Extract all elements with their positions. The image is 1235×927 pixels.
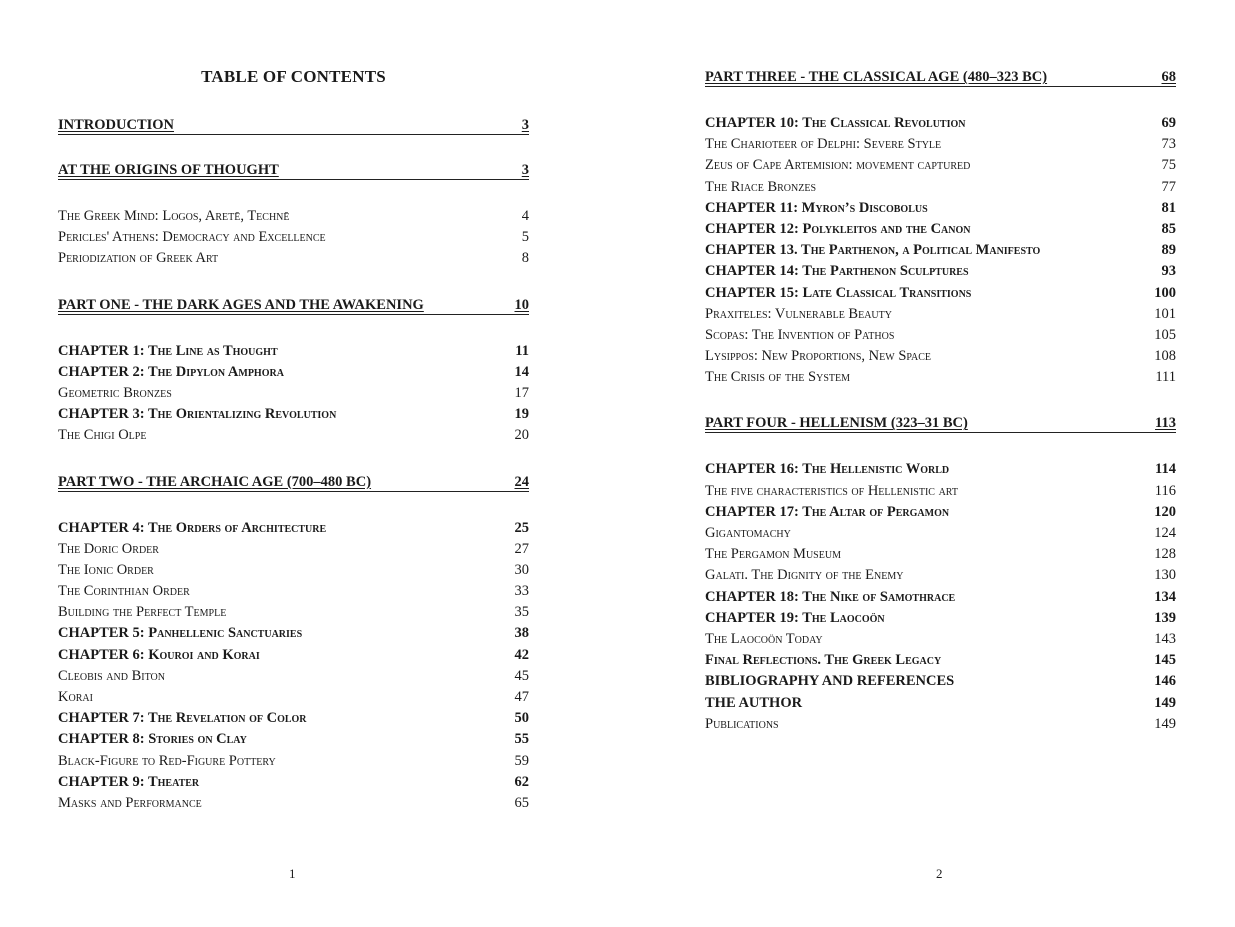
entry-title: Praxiteles: Vulnerable Beauty [705, 305, 892, 322]
entry-title: The Laocoön Today [705, 630, 823, 647]
toc-entry-label [705, 544, 841, 565]
toc-page-ref: 116 [1154, 482, 1176, 499]
toc-chapter-entry[interactable] [705, 587, 1176, 608]
chapter-number: CHAPTER 2: [58, 363, 145, 380]
entry-title: Myron’s Discobolus [801, 199, 928, 216]
entry-title: Stories on Clay [148, 731, 247, 748]
toc-chapter-entry[interactable] [705, 198, 1176, 219]
toc-section-entry[interactable] [705, 523, 1176, 544]
toc-page-ref: 25 [514, 519, 529, 536]
entry-title: The Nike of Samothrace [802, 588, 956, 605]
toc-chapter-entry[interactable] [705, 650, 1176, 671]
entry-title: The Orders of Architecture [147, 519, 327, 536]
toc-entry-label [705, 629, 823, 650]
toc-entry-label [58, 687, 93, 708]
toc-page-ref: 128 [1154, 546, 1176, 563]
entry-title: Polykleitos and the Canon [802, 220, 971, 237]
toc-chapter-entry[interactable] [58, 518, 529, 539]
toc-page-ref: 35 [514, 604, 529, 621]
entry-title: Periodization of Greek Art [58, 250, 219, 267]
toc-page-ref: 93 [1161, 263, 1176, 280]
toc-page-ref: 69 [1161, 115, 1176, 131]
toc-entry-label [58, 581, 190, 602]
entry-title: AT THE ORIGINS OF THOUGHT [58, 162, 279, 178]
toc-entry-label [58, 116, 174, 134]
toc-entry-label [705, 346, 931, 367]
toc-page-ref: 33 [514, 583, 529, 600]
toc-page-ref: 47 [514, 689, 529, 705]
toc-entry-label [58, 518, 326, 539]
chapter-number: CHAPTER 13. [705, 242, 798, 259]
entry-title: Black-Figure to Red-Figure Pottery [58, 752, 276, 769]
toc-chapter-entry[interactable] [58, 362, 529, 383]
toc-entry-label [705, 134, 941, 155]
toc-part-heading[interactable] [58, 161, 529, 180]
entry-title: Pericles' Athens: Democracy and Excellence [58, 229, 326, 246]
entry-title: Gigantomachy [705, 525, 791, 541]
toc-entry-label [705, 481, 958, 502]
toc-entry-label [705, 459, 949, 480]
toc-page-ref: 113 [1155, 415, 1176, 432]
toc-page-ref: 38 [514, 625, 529, 642]
entry-title: The Altar of Pergamon [802, 503, 950, 520]
toc-page-ref: 139 [1154, 609, 1176, 626]
toc-section-entry[interactable] [58, 425, 529, 446]
entry-title: The Laocoön [802, 609, 885, 626]
toc-entry-label [58, 708, 307, 729]
entry-title: Scopas: The Invention of Pathos [705, 326, 895, 343]
toc-entry-label [58, 383, 172, 404]
toc-page-ref: 114 [1155, 461, 1176, 478]
toc-entry-label [58, 161, 279, 179]
chapter-number: CHAPTER 9: [58, 773, 145, 790]
toc-page-ref: 149 [1154, 715, 1176, 732]
toc-entry-label [705, 502, 949, 523]
entry-title: The Ionic Order [58, 561, 154, 578]
toc-entry-label [58, 425, 146, 446]
entry-title: Building the Perfect Temple [58, 604, 227, 621]
page-number: 1 [289, 866, 296, 881]
toc-page-right [705, 0, 1176, 927]
toc-section-entry[interactable] [705, 544, 1176, 565]
chapter-number: CHAPTER 10: [705, 115, 799, 131]
toc-chapter-entry[interactable] [58, 729, 529, 750]
toc-entry-label [58, 248, 218, 269]
toc-entry-label [58, 404, 336, 425]
entry-title: PART THREE - THE CLASSICAL AGE (480–323 BC) [705, 69, 1048, 85]
toc-page-ref: 4 [521, 208, 529, 224]
toc-chapter-entry[interactable] [58, 341, 529, 362]
toc-entry-label [58, 539, 159, 560]
toc-entry-label [58, 602, 226, 623]
toc-page-ref: 3 [521, 162, 529, 178]
toc-page-ref: 3 [521, 117, 529, 133]
toc-page-ref: 130 [1154, 567, 1176, 584]
toc-page-ref: 89 [1161, 242, 1176, 259]
toc-page-ref: 120 [1154, 503, 1176, 520]
entry-title: Late Classical Transitions [802, 284, 972, 301]
toc-part-heading[interactable] [705, 414, 1176, 433]
entry-title: Masks and Performance [58, 794, 202, 811]
toc-chapter-entry[interactable] [58, 708, 529, 729]
toc-chapter-entry[interactable] [705, 608, 1176, 629]
entry-title: Zeus of Cape Artemision: movement captured [705, 157, 971, 174]
entry-title: The Line as Thought [147, 342, 278, 359]
toc-section-entry[interactable] [705, 481, 1176, 502]
toc-entry-label [705, 113, 966, 134]
toc-entry-label [58, 341, 278, 362]
toc-section-entry[interactable] [705, 565, 1176, 586]
chapter-number: CHAPTER 14: [705, 263, 799, 280]
toc-entry-label [705, 714, 779, 735]
entry-title: Korai [58, 689, 93, 705]
toc-page-ref: 14 [514, 363, 529, 380]
toc-page-ref: 62 [514, 773, 529, 790]
toc-chapter-entry[interactable] [705, 693, 1176, 714]
chapter-number: CHAPTER 11: [705, 199, 799, 216]
toc-page-ref: 81 [1161, 199, 1176, 216]
entry-title: The Crisis of the System [705, 369, 850, 386]
toc-part-heading[interactable] [705, 68, 1176, 87]
entry-title: Panhellenic Sanctuaries [148, 625, 303, 642]
toc-section-entry[interactable] [705, 367, 1176, 388]
toc-entry-label [705, 693, 802, 714]
toc-entry-label [58, 473, 371, 491]
toc-section-entry[interactable] [58, 751, 529, 772]
toc-entry-label [58, 560, 154, 581]
toc-entry-label [58, 645, 260, 666]
toc-page-ref: 30 [514, 561, 529, 578]
toc-entry-label [705, 325, 894, 346]
entry-title: The Chigi Olpe [58, 427, 147, 444]
toc-chapter-entry[interactable] [705, 261, 1176, 282]
toc-entry-label [705, 261, 969, 282]
toc-page-ref: 42 [514, 646, 529, 663]
toc-page-ref: 75 [1161, 157, 1176, 174]
toc-page-ref: 149 [1154, 694, 1176, 711]
chapter-number: CHAPTER 8: [58, 731, 145, 748]
toc-chapter-entry[interactable] [705, 240, 1176, 261]
toc-entry-label [705, 219, 971, 240]
toc-entry-label [58, 227, 326, 248]
entry-title: The Doric Order [58, 540, 159, 557]
toc-section-entry[interactable] [58, 248, 529, 269]
toc-section-entry[interactable] [58, 539, 529, 560]
toc-entry-label [705, 565, 903, 586]
chapter-number: CHAPTER 1: [58, 342, 145, 359]
entry-title: The Revelation of Color [147, 710, 307, 727]
toc-page-ref: 20 [514, 427, 529, 444]
toc-page-ref: 85 [1161, 220, 1176, 237]
toc-page-ref: 100 [1154, 284, 1176, 301]
entry-title: The Parthenon Sculptures [802, 263, 969, 280]
entry-title: Kouroi and Korai [148, 646, 260, 663]
toc-chapter-entry[interactable] [705, 219, 1176, 240]
toc-section-entry[interactable] [705, 155, 1176, 176]
toc-page-ref: 19 [514, 406, 529, 423]
toc-chapter-entry[interactable] [58, 404, 529, 425]
entry-title: Publications [705, 715, 779, 732]
toc-section-entry[interactable] [705, 177, 1176, 198]
toc-entry-label [705, 367, 850, 388]
entry-title: The Greek Mind: Logos, Aretē, Technē [58, 208, 290, 224]
entry-title: PART ONE - THE DARK AGES AND THE AWAKENING [58, 296, 424, 313]
toc-entry-label [58, 206, 290, 227]
chapter-number: CHAPTER 6: [58, 646, 145, 663]
toc-section-entry[interactable] [705, 346, 1176, 367]
toc-entry-label [705, 523, 791, 544]
toc-section-entry[interactable] [58, 666, 529, 687]
toc-section-entry[interactable] [58, 560, 529, 581]
toc-section-entry[interactable] [705, 325, 1176, 346]
entry-title: Cleobis and Biton [58, 667, 165, 684]
toc-page-ref: 17 [514, 384, 529, 401]
toc-part-heading[interactable] [58, 473, 529, 492]
toc-entry-label [705, 68, 1047, 86]
toc-page-ref: 124 [1154, 525, 1176, 541]
toc-section-entry[interactable] [58, 687, 529, 708]
toc-section-entry[interactable] [58, 383, 529, 404]
entry-title: The five characteristics of Hellenistic art [705, 482, 958, 499]
toc-chapter-entry[interactable] [58, 645, 529, 666]
toc-chapter-entry[interactable] [58, 772, 529, 793]
toc-entry-label [58, 362, 284, 383]
toc-chapter-entry[interactable] [705, 671, 1176, 692]
entry-title: Galati. The Dignity of the Enemy [705, 567, 904, 584]
entry-title: Geometric Bronzes [58, 384, 172, 401]
toc-entry-label [705, 240, 1040, 261]
toc-section-entry[interactable] [58, 227, 529, 248]
toc-entry-label [58, 729, 247, 750]
toc-entry-label [705, 198, 928, 219]
entry-title: The Classical Revolution [802, 115, 966, 131]
toc-part-heading[interactable] [58, 296, 529, 315]
entry-title: THE AUTHOR [705, 694, 803, 711]
toc-page-left [58, 0, 529, 927]
toc-page-ref: 68 [1161, 69, 1176, 85]
entry-title: The Charioteer of Delphi: Severe Style [705, 136, 942, 153]
toc-page-ref: 45 [514, 667, 529, 684]
toc-page-ref: 65 [514, 794, 529, 811]
toc-entry-label [705, 671, 954, 692]
toc-entry-label [58, 296, 424, 314]
entry-title: PART TWO - THE ARCHAIC AGE (700–480 BC) [58, 473, 372, 490]
toc-entry-label [705, 155, 970, 176]
toc-entry-label [705, 608, 885, 629]
toc-page-ref: 55 [514, 731, 529, 748]
entry-title: INTRODUCTION [58, 117, 175, 133]
entry-title: The Orientalizing Revolution [147, 406, 337, 423]
toc-chapter-entry[interactable] [705, 113, 1176, 134]
entry-title: The Riace Bronzes [705, 178, 817, 195]
toc-section-entry[interactable] [58, 602, 529, 623]
toc-page-ref: 145 [1154, 652, 1176, 669]
toc-section-entry[interactable] [58, 581, 529, 602]
toc-chapter-entry[interactable] [58, 623, 529, 644]
toc-page-ref: 8 [521, 250, 529, 267]
toc-page-ref: 5 [521, 229, 529, 246]
toc-section-entry[interactable] [705, 629, 1176, 650]
entry-title: The Dipylon Amphora [147, 363, 284, 380]
toc-page-ref: 73 [1161, 136, 1176, 153]
entry-title: The Pergamon Museum [705, 546, 841, 563]
toc-part-heading[interactable] [58, 116, 529, 135]
chapter-number: CHAPTER 18: [705, 588, 799, 605]
entry-title: The Parthenon, a Political Manifesto [801, 242, 1041, 259]
toc-section-entry[interactable] [705, 304, 1176, 325]
toc-chapter-entry[interactable] [705, 502, 1176, 523]
toc-page-ref: 27 [514, 540, 529, 557]
toc-page-ref: 59 [514, 752, 529, 769]
chapter-number: CHAPTER 16: [705, 461, 799, 478]
chapter-number: CHAPTER 5: [58, 625, 145, 642]
toc-chapter-entry[interactable] [705, 459, 1176, 480]
toc-page-ref: 77 [1161, 178, 1176, 195]
toc-page-ref: 143 [1154, 630, 1176, 647]
entry-title: BIBLIOGRAPHY AND REFERENCES [705, 673, 955, 690]
toc-section-entry[interactable] [705, 714, 1176, 735]
toc-page-ref: 10 [514, 296, 529, 313]
toc-page-ref: 146 [1154, 673, 1176, 690]
toc-section-entry[interactable] [705, 134, 1176, 155]
chapter-number: CHAPTER 3: [58, 406, 145, 423]
toc-entry-label [58, 751, 276, 772]
toc-entry-label [58, 793, 202, 814]
toc-page-ref: 11 [515, 342, 529, 359]
entry-title: The Hellenistic World [802, 461, 950, 478]
chapter-number: CHAPTER 12: [705, 220, 799, 237]
toc-entry-label [705, 177, 816, 198]
toc-page-ref: 101 [1154, 305, 1176, 322]
entry-title: Lysippos: New Proportions, New Space [705, 348, 932, 365]
toc-entries-left [58, 116, 529, 814]
toc-page-ref: 50 [514, 710, 529, 727]
toc-section-entry[interactable] [58, 793, 529, 814]
entry-title: The Corinthian Order [58, 583, 190, 600]
toc-page-ref: 111 [1155, 369, 1176, 386]
toc-entry-label [705, 304, 892, 325]
chapter-number: CHAPTER 17: [705, 503, 799, 520]
toc-entries-right [705, 68, 1176, 735]
toc-chapter-entry[interactable] [705, 283, 1176, 304]
toc-page-ref: 134 [1154, 588, 1176, 605]
toc-entry-label [705, 587, 955, 608]
entry-title: PART FOUR - HELLENISM (323–31 BC) [705, 415, 968, 432]
chapter-number: CHAPTER 7: [58, 710, 145, 727]
toc-entry-label [58, 666, 165, 687]
chapter-number: CHAPTER 15: [705, 284, 799, 301]
toc-entry-label [705, 414, 968, 432]
chapter-number: CHAPTER 4: [58, 519, 145, 536]
toc-section-entry[interactable] [58, 206, 529, 227]
entry-title: Final Reflections. The Greek Legacy [705, 652, 942, 669]
toc-entry-label [705, 283, 971, 304]
toc-page-ref: 105 [1154, 326, 1176, 343]
toc-page-ref: 24 [514, 473, 529, 490]
toc-entry-label [58, 772, 199, 793]
toc-title: TABLE OF CONTENTS [201, 67, 386, 86]
page-number: 2 [936, 866, 943, 881]
toc-entry-label [58, 623, 302, 644]
entry-title: Theater [147, 773, 200, 790]
toc-entry-label [705, 650, 941, 671]
chapter-number: CHAPTER 19: [705, 609, 799, 626]
toc-page-ref: 108 [1154, 348, 1176, 365]
